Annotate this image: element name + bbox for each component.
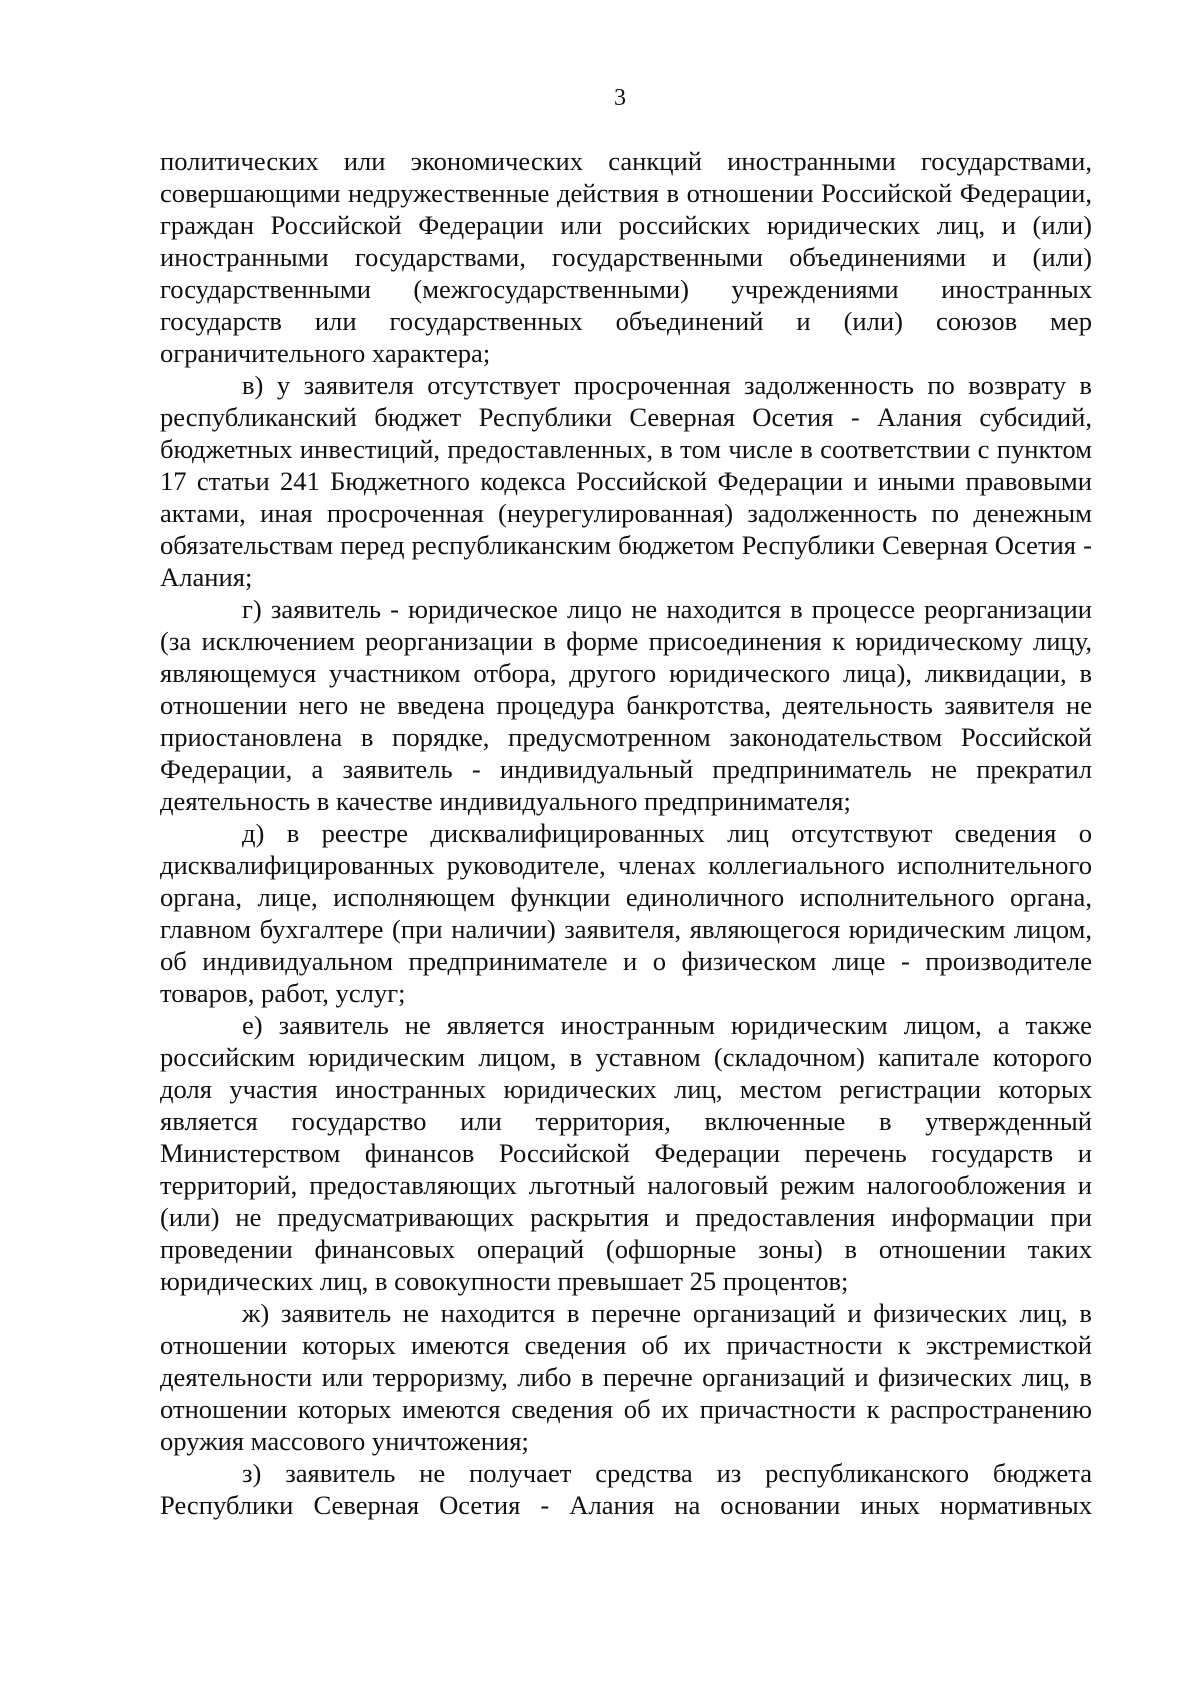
paragraph-item-z: з) заявитель не получает средства из республиканского бюджета Республики Северная Осетия - Алания на основании иных нормативных (160, 1458, 1092, 1520)
paragraph-item-v: в) у заявителя отсутствует просроченная задолженность по возврату в республиканский бюджет Республики Северная Осетия - Алания субсидий, бюджетных инвестиций, предоставленных, в том числе в соответствии с пунктом 17 статьи 241 Бюджетного кодекса Российской Федерации и иными правовыми актами, иная просроченная (неурегулированная) задолженность по денежным обязательствам перед республиканским бюджетом Республики Северная Осетия - Алания; (160, 370, 1092, 592)
paragraph-item-d: д) в реестре дисквалифицированных лиц отсутствуют сведения о дисквалифицированных руководителе, членах коллегиального исполнительного органа, лице, исполняющем функции единоличного исполнительного органа, главном бухгалтере (при наличии) заявителя, являющегося юридическим лицом, об индивидуальном предпринимателе и о физическом лице - производителе товаров, работ, услуг; (160, 818, 1092, 1008)
paragraph-item-e: е) заявитель не является иностранным юридическим лицом, а также российским юридическим лицом, в уставном (складочном) капитале которого доля участия иностранных юридических лиц, местом регистрации которых является государство или территория, включенные в утвержденный Министерством финансов Российской Федерации перечень государств и территорий, предоставляющих льготный налоговый режим налогообложения и (или) не предусматривающих раскрытия и предоставления информации при проведении финансовых операций (офшорные зоны) в отношении таких юридических лиц, в совокупности превышает 25 процентов; (160, 1010, 1092, 1296)
paragraph-continuation: политических или экономических санкций иностранными государствами, совершающими недружественные действия в отношении Российской Федерации, граждан Российской Федерации или российских юридических лиц, и (или) иностранными государствами, государственными объединениями и (или) государственными (межгосударственными) учреждениями иностранных государств или государственных объединений и (или) союзов мер ограничительного характера; (160, 146, 1092, 368)
document-body (160, 145, 1092, 1521)
paragraph-item-g: г) заявитель - юридическое лицо не находится в процессе реорганизации (за исключением реорганизации в форме присоединения к юридическому лицу, являющемуся участником отбора, другого юридического лица), ликвидации, в отношении него не введена процедура банкротства, деятельность заявителя не приостановлена в порядке, предусмотренном законодательством Российской Федерации, а заявитель - индивидуальный предприниматель не прекратил деятельность в качестве индивидуального предпринимателя; (160, 594, 1092, 816)
page-number: 3 (614, 85, 626, 111)
paragraph-item-zh: ж) заявитель не находится в перечне организаций и физических лиц, в отношении которых имеются сведения об их причастности к экстремисткой деятельности или терроризму, либо в перечне организаций и физических лиц, в отношении которых имеются сведения об их причастности к распространению оружия массового уничтожения; (160, 1298, 1092, 1456)
